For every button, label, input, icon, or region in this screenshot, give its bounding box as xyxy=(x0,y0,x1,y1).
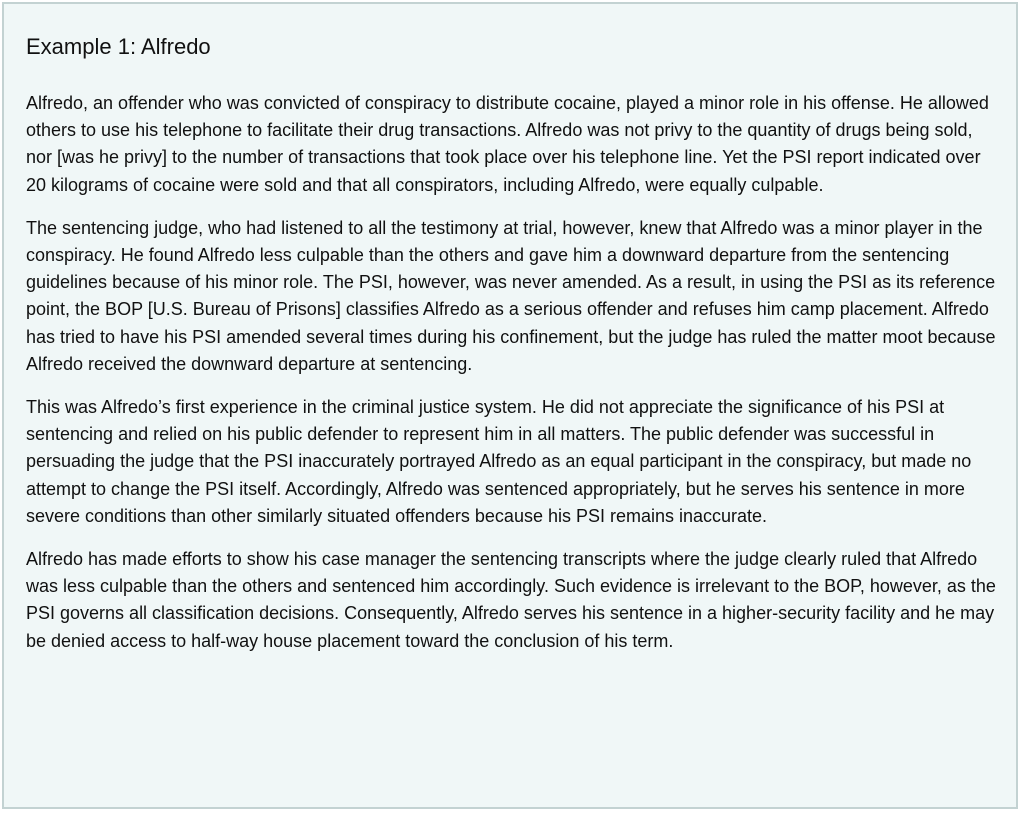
paragraph-1: Alfredo, an offender who was convicted of conspiracy to distribute cocaine, played a minor role in his offense. He allowed others to use his telephone to facilitate their drug transactions. Alfredo was not privy to the quantity of drugs being sold, nor [was he privy] to the number of transactions that took place over his telephone line. Yet the PSI report indicated over 20 kilograms of cocaine were sold and that all conspirators, including Alfredo, were equally culpable. xyxy=(26,93,989,195)
example-title: Example 1: Alfredo xyxy=(26,34,211,59)
paragraph-3: This was Alfredo’s first experience in the criminal justice system. He did not appreciate the significance of his PSI at sentencing and relied on his public defender to represent him in all matters. The public defender was successful in persuading the judge that the PSI inaccurately portrayed Alfredo as an equal participant in the conspiracy, but made no attempt to change the PSI itself. Accordingly, Alfredo was sentenced appropriately, but he serves his sentence in more severe conditions than other similarly situated offenders because his PSI remains inaccurate. xyxy=(26,397,972,526)
paragraph-4: Alfredo has made efforts to show his case manager the sentencing transcripts where the judge clearly ruled that Alfredo was less culpable than the others and sentenced him accordingly. Such evidence is irrelevant to the BOP, however, as the PSI governs all classification decisions. Consequently, Alfredo serves his sentence in a higher-security facility and he may be denied access to half-way house placement toward the conclusion of his term. xyxy=(26,549,996,651)
example-box xyxy=(2,2,1018,809)
paragraph-2: The sentencing judge, who had listened to all the testimony at trial, however, knew that Alfredo was a minor player in the conspiracy. He found Alfredo less culpable than the others and gave him a downward departure from the sentencing guidelines because of his minor role. The PSI, however, was never amended. As a result, in using the PSI as its reference point, the BOP [U.S. Bureau of Prisons] classifies Alfredo as a serious offender and refuses him camp placement. Alfredo has tried to have his PSI amended several times during his confinement, but the judge has ruled the matter moot because Alfredo received the downward departure at sentencing. xyxy=(26,217,996,374)
